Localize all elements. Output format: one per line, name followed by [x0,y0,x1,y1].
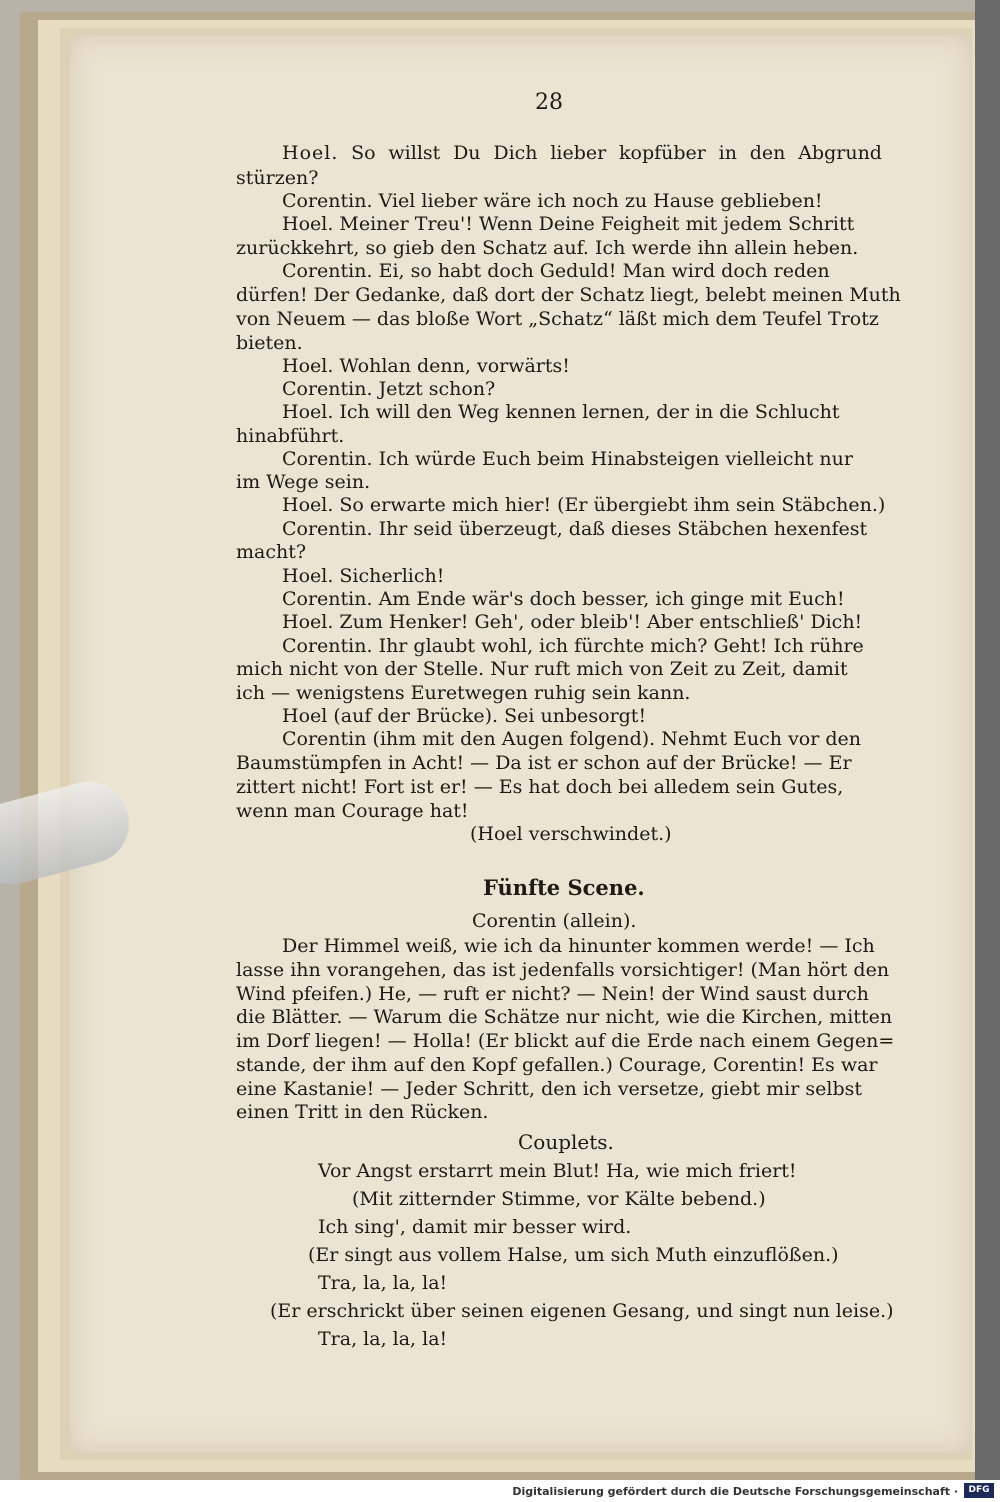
text-line: von Neuem — das bloße Wort „Schatz“ läßt mich dem Teufel Trotz [236,308,879,330]
text-word: willst [388,142,441,164]
text-line: Der Himmel weiß, wie ich da hinunter kommen werde! — Ich [282,935,875,957]
text-line: wenn man Courage hat! [236,800,469,822]
text-line: Corentin. Viel lieber wäre ich noch zu Hause geblieben! [282,190,823,212]
text-line: Corentin. Jetzt schon? [282,378,496,400]
text-word: kopfüber [619,142,706,164]
text-line: einen Tritt in den Rücken. [236,1101,489,1123]
text-line: zittert nicht! Fort ist er! — Es hat doch bei alledem sein Gutes, [236,776,844,798]
text-line: eine Kastanie! — Jeder Schritt, den ich versetze, giebt mir selbst [236,1078,862,1100]
footer-credit: Digitalisierung gefördert durch die Deutsche Forschungsgemeinschaft · [512,1485,958,1498]
text-line: macht? [236,541,307,563]
text-line: Corentin. Ihr glaubt wohl, ich fürchte mich? Geht! Ich rühre [282,635,864,657]
dfg-logo: DFG [964,1483,994,1498]
text-line: Corentin (ihm mit den Augen folgend). Nehmt Euch vor den [282,728,862,750]
text-line: im Dorf liegen! — Holla! (Er blickt auf die Erde nach einem Gegen= [236,1030,895,1052]
text-line: stande, der ihm auf den Kopf gefallen.) Courage, Corentin! Es war [236,1054,878,1076]
footer-bar [0,1480,1000,1502]
text-word: Abgrund [798,142,882,164]
text-line: Hoel. So erwarte mich hier! (Er übergiebt ihm sein Stäbchen.) [282,494,886,516]
text-word: Dich [493,142,538,164]
text-line: hinabführt. [236,425,345,447]
text-word: in [718,142,737,164]
text-word: Du [453,142,481,164]
scene-character: Corentin (allein). [472,910,637,932]
speaker-name: Hoel. [282,142,339,164]
stage-direction: (Mit zitternder Stimme, vor Kälte bebend.) [352,1188,766,1210]
text-line: Hoel. Sicherlich! [282,565,445,587]
text-line: Wind pfeifen.) He, — ruft er nicht? — Nein! der Wind saust durch [236,983,869,1005]
text-line: dürfen! Der Gedanke, daß dort der Schatz liegt, belebt meinen Muth [236,284,901,306]
text-line: Hoel. Ich will den Weg kennen lernen, der in die Schlucht [282,401,840,423]
text-line: Hoel. Meiner Treu'! Wenn Deine Feigheit mit jedem Schritt [282,213,855,235]
stage-direction: (Hoel verschwindet.) [470,823,672,845]
page-number: 28 [535,90,563,115]
text-line: Hoel. Wohlan denn, vorwärts! [282,355,570,377]
text-word: den [749,142,786,164]
verse-line: Tra, la, la, la! [318,1272,448,1294]
text-line: lasse ihn vorangehen, das ist jedenfalls vorsichtiger! (Man hört den [236,959,890,981]
verse-line: Vor Angst erstarrt mein Blut! Ha, wie mich friert! [318,1160,797,1182]
text-line: mich nicht von der Stelle. Nur ruft mich von Zeit zu Zeit, damit [236,658,848,680]
verse-line: Ich sing', damit mir besser wird. [318,1216,632,1238]
scene-heading: Fünfte Scene. [483,875,645,900]
verse-line: Tra, la, la, la! [318,1328,448,1350]
stage-direction: (Er erschrickt über seinen eigenen Gesang, und singt nun leise.) [270,1300,894,1322]
couplets-heading: Couplets. [518,1130,614,1154]
text-line: Corentin. Ich würde Euch beim Hinabsteigen vielleicht nur [282,448,853,470]
text-line: stürzen? [236,167,319,189]
text-line: Hoel. Zum Henker! Geh', oder bleib'! Aber entschließ' Dich! [282,611,863,633]
text-line [282,142,882,164]
text-word: lieber [550,142,607,164]
text-line: die Blätter. — Warum die Schätze nur nicht, wie die Kirchen, mitten [236,1006,893,1028]
text-line: Baumstümpfen in Acht! — Da ist er schon auf der Brücke! — Er [236,752,852,774]
text-line: zurückkehrt, so gieb den Schatz auf. Ich werde ihn allein heben. [236,237,859,259]
text-line: im Wege sein. [236,471,371,493]
text-line: Corentin. Ei, so habt doch Geduld! Man wird doch reden [282,260,830,282]
text-line: Corentin. Am Ende wär's doch besser, ich ginge mit Euch! [282,588,845,610]
text-line: ich — wenigstens Euretwegen ruhig sein kann. [236,682,691,704]
text-word: So [351,142,376,164]
text-line: Corentin. Ihr seid überzeugt, daß dieses Stäbchen hexenfest [282,518,868,540]
text-line: Hoel (auf der Brücke). Sei unbesorgt! [282,705,647,727]
text-line: bieten. [236,332,303,354]
stage-direction: (Er singt aus vollem Halse, um sich Muth einzuflößen.) [308,1244,839,1266]
